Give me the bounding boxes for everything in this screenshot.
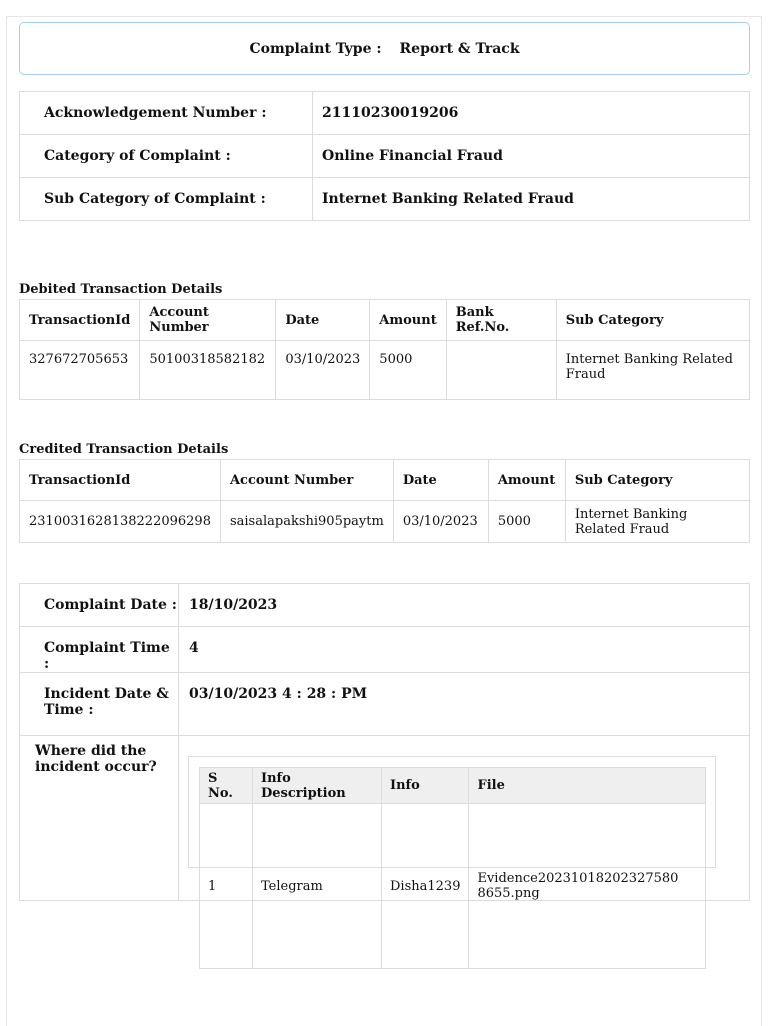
complaint-category: Online Financial Fraud [313,135,750,178]
incident-location-label: Where did the incident occur? [20,736,179,901]
sub-category: Internet Banking Related Fraud [556,341,749,400]
complaint-type-label: Complaint Type : [249,40,382,57]
incident-location-cell [179,736,750,901]
column-header: File [469,768,706,804]
complaint-date: 18/10/2023 [179,584,750,627]
column-header: Date [393,460,488,501]
column-header: TransactionId [20,300,140,341]
table-row [20,341,750,400]
column-header: Amount [488,460,565,501]
acknowledgement-number: 21110230019206 [313,92,750,135]
incident-datetime-label: Incident Date & Time : [20,673,179,736]
complaint-time-label: Complaint Time : [20,627,179,673]
transaction-date: 03/10/2023 [276,341,370,400]
complaint-time: 4 [179,627,750,673]
transaction-id: 327672705653 [20,341,140,400]
complaint-date-row [20,584,750,627]
account-number: saisalapakshi905paytm [220,501,393,543]
debited-transactions-table [19,299,750,400]
complaint-time-row [20,627,750,673]
incident-datetime-row [20,673,750,736]
info-row-acknowledgement [20,92,750,135]
info-row-subcategory [20,178,750,221]
column-header: Sub Category [556,300,749,341]
info-description: Telegram [253,804,382,969]
complaint-subcategory: Internet Banking Related Fraud [313,178,750,221]
column-header: Amount [370,300,446,341]
incident-info-table [199,767,706,969]
column-header: Account Number [220,460,393,501]
info-label: Sub Category of Complaint : [20,178,313,221]
credited-section-title: Credited Transaction Details [19,442,229,457]
info-value: Disha1239 [382,804,469,969]
table-row [200,804,706,969]
incident-datetime: 03/10/2023 4 : 28 : PM [179,673,750,736]
evidence-file-link[interactable]: Evidence20231018202327580 8655.png [469,804,706,969]
complaint-date-label: Complaint Date : [20,584,179,627]
info-row-category [20,135,750,178]
transaction-date: 03/10/2023 [393,501,488,543]
column-header: Info Description [253,768,382,804]
info-label: Acknowledgement Number : [20,92,313,135]
incident-location-row [20,736,750,901]
debited-section-title: Debited Transaction Details [19,282,223,297]
incident-info-panel [188,756,716,901]
table-header-row [200,768,706,804]
column-header: Bank Ref.No. [446,300,556,341]
bank-ref-no [446,341,556,400]
complaint-info-table [19,91,750,221]
credited-transactions-table [19,459,750,543]
column-header: TransactionId [20,460,221,501]
account-number: 50100318582182 [140,341,276,400]
column-header: S No. [200,768,253,804]
sub-category: Internet Banking Related Fraud [565,501,749,543]
transaction-id: 2310031628138222096298 [20,501,221,543]
table-header-row [20,300,750,341]
complaint-type-value: Report & Track [399,40,520,57]
complaint-details-table [19,583,750,901]
info-label: Category of Complaint : [20,135,313,178]
column-header: Info [382,768,469,804]
transaction-amount: 5000 [370,341,446,400]
table-header-row [20,460,750,501]
serial-number: 1 [200,804,253,969]
table-row [20,501,750,543]
column-header: Date [276,300,370,341]
complaint-type-box [19,22,750,75]
column-header: Account Number [140,300,276,341]
column-header: Sub Category [565,460,749,501]
transaction-amount: 5000 [488,501,565,543]
